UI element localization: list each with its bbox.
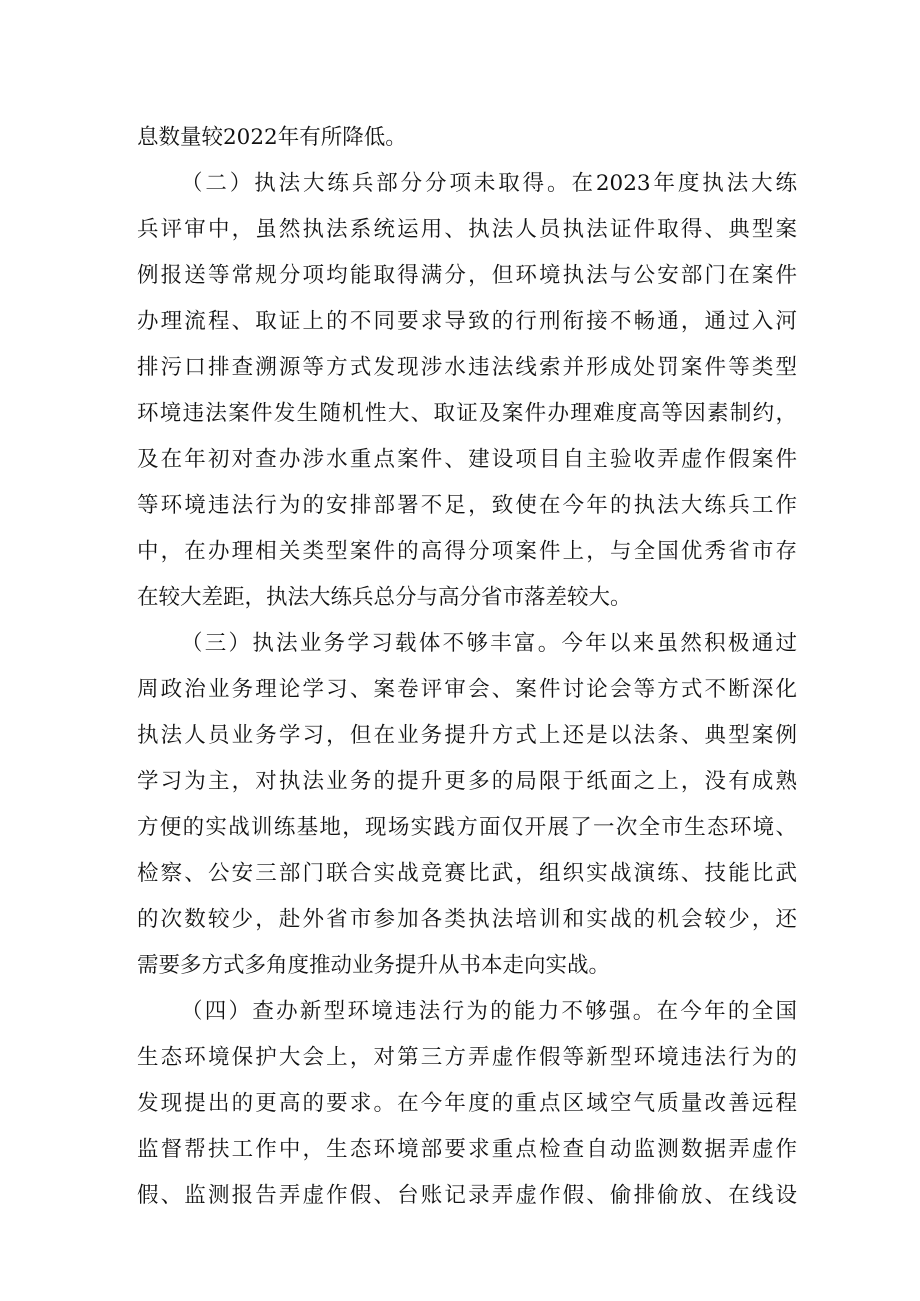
text-line: 发现提出的更高的要求。在今年度的重点区域空气质量改善远程: [137, 1091, 797, 1116]
text-line: 及在年初对查办涉水重点案件、建设项目自主验收弄虚作假案件: [137, 447, 797, 472]
text-line: 息数量较2022年有所降低。: [137, 125, 407, 150]
text-line: 监督帮扶工作中，生态环境部要求重点检查自动监测数据弄虚作: [137, 1137, 797, 1162]
text-line: 等环境违法行为的安排部署不足，致使在今年的执法大练兵工作: [137, 493, 797, 518]
text-line: 在较大差距，执法大练兵总分与高分省市落差较大。: [137, 585, 632, 610]
text-line: 排污口排查溯源等方式发现涉水违法线索并形成处罚案件等类型: [137, 355, 797, 380]
paragraph-heading-line: （二）执法大练兵部分分项未取得。在2023年度执法大练: [181, 171, 797, 196]
text-line: 执法人员业务学习，但在业务提升方式上还是以法条、典型案例: [137, 723, 797, 748]
paragraph-heading-line: （四）查办新型环境违法行为的能力不够强。在今年的全国: [181, 999, 797, 1024]
text-line: 周政治业务理论学习、案卷评审会、案件讨论会等方式不断深化: [137, 677, 797, 702]
text-line: 办理流程、取证上的不同要求导致的行刑衔接不畅通，通过入河: [137, 309, 797, 334]
text-line: 生态环境保护大会上，对第三方弄虚作假等新型环境违法行为的: [137, 1045, 797, 1070]
text-line: 兵评审中，虽然执法系统运用、执法人员执法证件取得、典型案: [137, 217, 797, 242]
text-line: 需要多方式多角度推动业务提升从书本走向实战。: [137, 953, 611, 978]
text-line: 学习为主，对执法业务的提升更多的局限于纸面之上，没有成熟: [137, 769, 797, 794]
text-line: 中，在办理相关类型案件的高得分项案件上，与全国优秀省市存: [137, 539, 797, 564]
text-line: 环境违法案件发生随机性大、取证及案件办理难度高等因素制约，: [137, 401, 797, 426]
text-line: 假、监测报告弄虚作假、台账记录弄虚作假、偷排偷放、在线设: [137, 1183, 797, 1208]
paragraph-heading-line: （三）执法业务学习载体不够丰富。今年以来虽然积极通过: [181, 631, 797, 656]
text-line: 的次数较少，赴外省市参加各类执法培训和实战的机会较少，还: [137, 907, 797, 932]
text-line: 方便的实战训练基地，现场实践方面仅开展了一次全市生态环境、: [137, 815, 797, 840]
text-line: 例报送等常规分项均能取得满分，但环境执法与公安部门在案件: [137, 263, 797, 288]
text-line: 检察、公安三部门联合实战竞赛比武，组织实战演练、技能比武: [137, 861, 797, 886]
